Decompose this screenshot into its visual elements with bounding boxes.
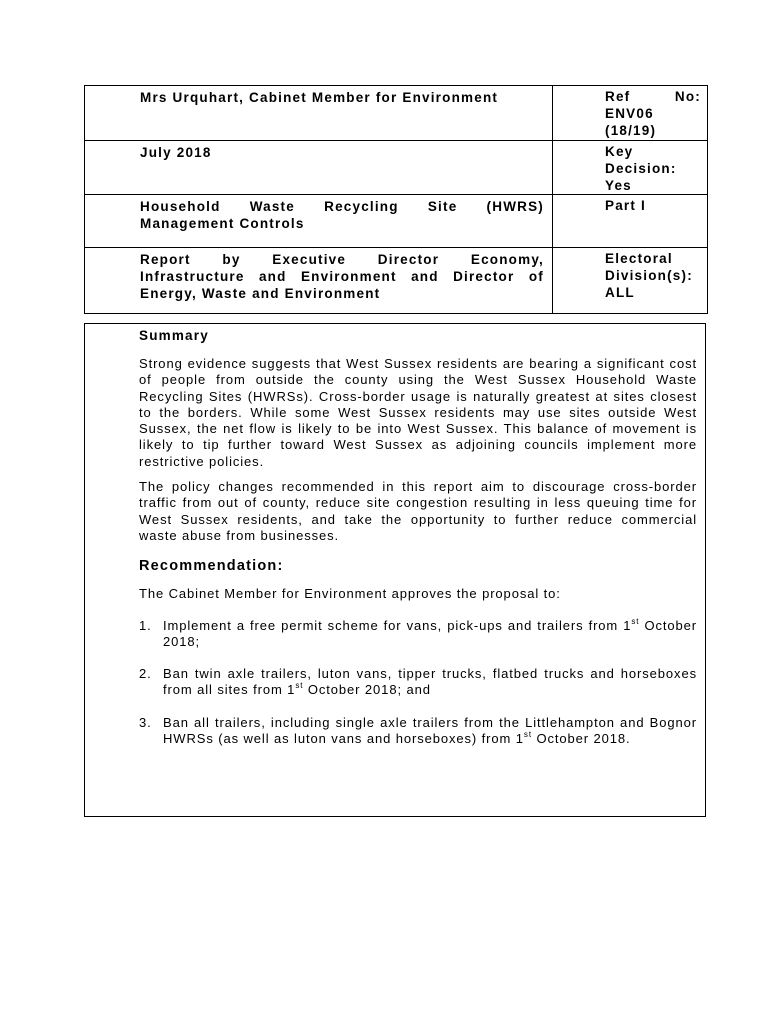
key-decision-label: Key Decision: bbox=[605, 144, 677, 176]
electoral-division-value: ALL bbox=[605, 285, 635, 300]
ref-cell bbox=[553, 86, 708, 141]
recommendation-item-1 bbox=[139, 618, 697, 651]
superscript: st bbox=[295, 681, 304, 691]
recommendation-item-3 bbox=[139, 715, 697, 748]
ref-value: ENV06 (18/19) bbox=[605, 106, 657, 138]
summary-content bbox=[139, 327, 697, 763]
summary-box bbox=[84, 323, 706, 817]
electoral-division-cell bbox=[553, 248, 708, 314]
recommendation-item-2 bbox=[139, 666, 697, 699]
superscript: st bbox=[523, 730, 532, 740]
superscript: st bbox=[631, 616, 640, 626]
date-cell bbox=[85, 141, 553, 195]
list-text: Implement a free permit scheme for vans, pick-ups and trailers from 1 bbox=[163, 617, 632, 633]
report-by-cell bbox=[85, 248, 553, 314]
list-text-end: October 2018. bbox=[531, 731, 631, 747]
list-number: 3. bbox=[139, 714, 152, 730]
recommendation-heading: Recommendation: bbox=[139, 558, 284, 575]
list-text-end: October 2018; and bbox=[303, 682, 431, 698]
recommendation-intro: The Cabinet Member for Environment approves the proposal to: bbox=[139, 586, 561, 602]
list-text-end: October 2018; bbox=[163, 617, 697, 649]
cabinet-member-cell bbox=[85, 86, 553, 141]
report-by-text: Report by Executive Director Economy, Infrastructure and Environment and Director of Energy, Waste and Environment bbox=[140, 252, 544, 301]
report-header-table bbox=[84, 85, 708, 314]
electoral-division-label: Electoral Division(s): bbox=[605, 251, 693, 283]
report-date: July 2018 bbox=[140, 145, 212, 160]
ref-label: Ref No: bbox=[605, 89, 701, 104]
key-decision-cell bbox=[553, 141, 708, 195]
recommendation-list bbox=[139, 618, 697, 748]
list-number: 1. bbox=[139, 617, 152, 633]
cabinet-member-text: Mrs Urquhart, Cabinet Member for Environment bbox=[140, 90, 499, 105]
part-label: Part I bbox=[605, 198, 646, 213]
key-decision-value: Yes bbox=[605, 178, 632, 193]
part-cell bbox=[553, 195, 708, 248]
report-title: Household Waste Recycling Site (HWRS) Management Controls bbox=[140, 199, 544, 231]
report-title-cell bbox=[85, 195, 553, 248]
list-number: 2. bbox=[139, 666, 152, 682]
list-text: Ban all trailers, including single axle trailers from the Littlehampton and Bognor HWRSs (as well as luton vans and horseboxes) from 1 bbox=[163, 714, 697, 747]
summary-heading: Summary bbox=[139, 328, 209, 343]
list-text: Ban twin axle trailers, luton vans, tipper trucks, flatbed trucks and horseboxes from all sites from 1 bbox=[163, 666, 697, 698]
summary-paragraph-2: The policy changes recommended in this report aim to discourage cross-border traffic from out of county, reduce site congestion resulting in less queuing time for West Sussex residents, and take the opportunity to further reduce commercial waste abuse from businesses. bbox=[139, 479, 697, 543]
summary-paragraph-1: Strong evidence suggests that West Sussex residents are bearing a significant cost of people from outside the county using the West Sussex Household Waste Recycling Sites (HWRSs). Cross-border usage is naturally greatest at sites closest to the borders. While some West Sussex residents may use sites outside West Sussex, the net flow is likely to be into West Sussex. This balance of movement is likely to tip further toward West Sussex as adjoining councils implement more restrictive policies. bbox=[139, 356, 697, 469]
